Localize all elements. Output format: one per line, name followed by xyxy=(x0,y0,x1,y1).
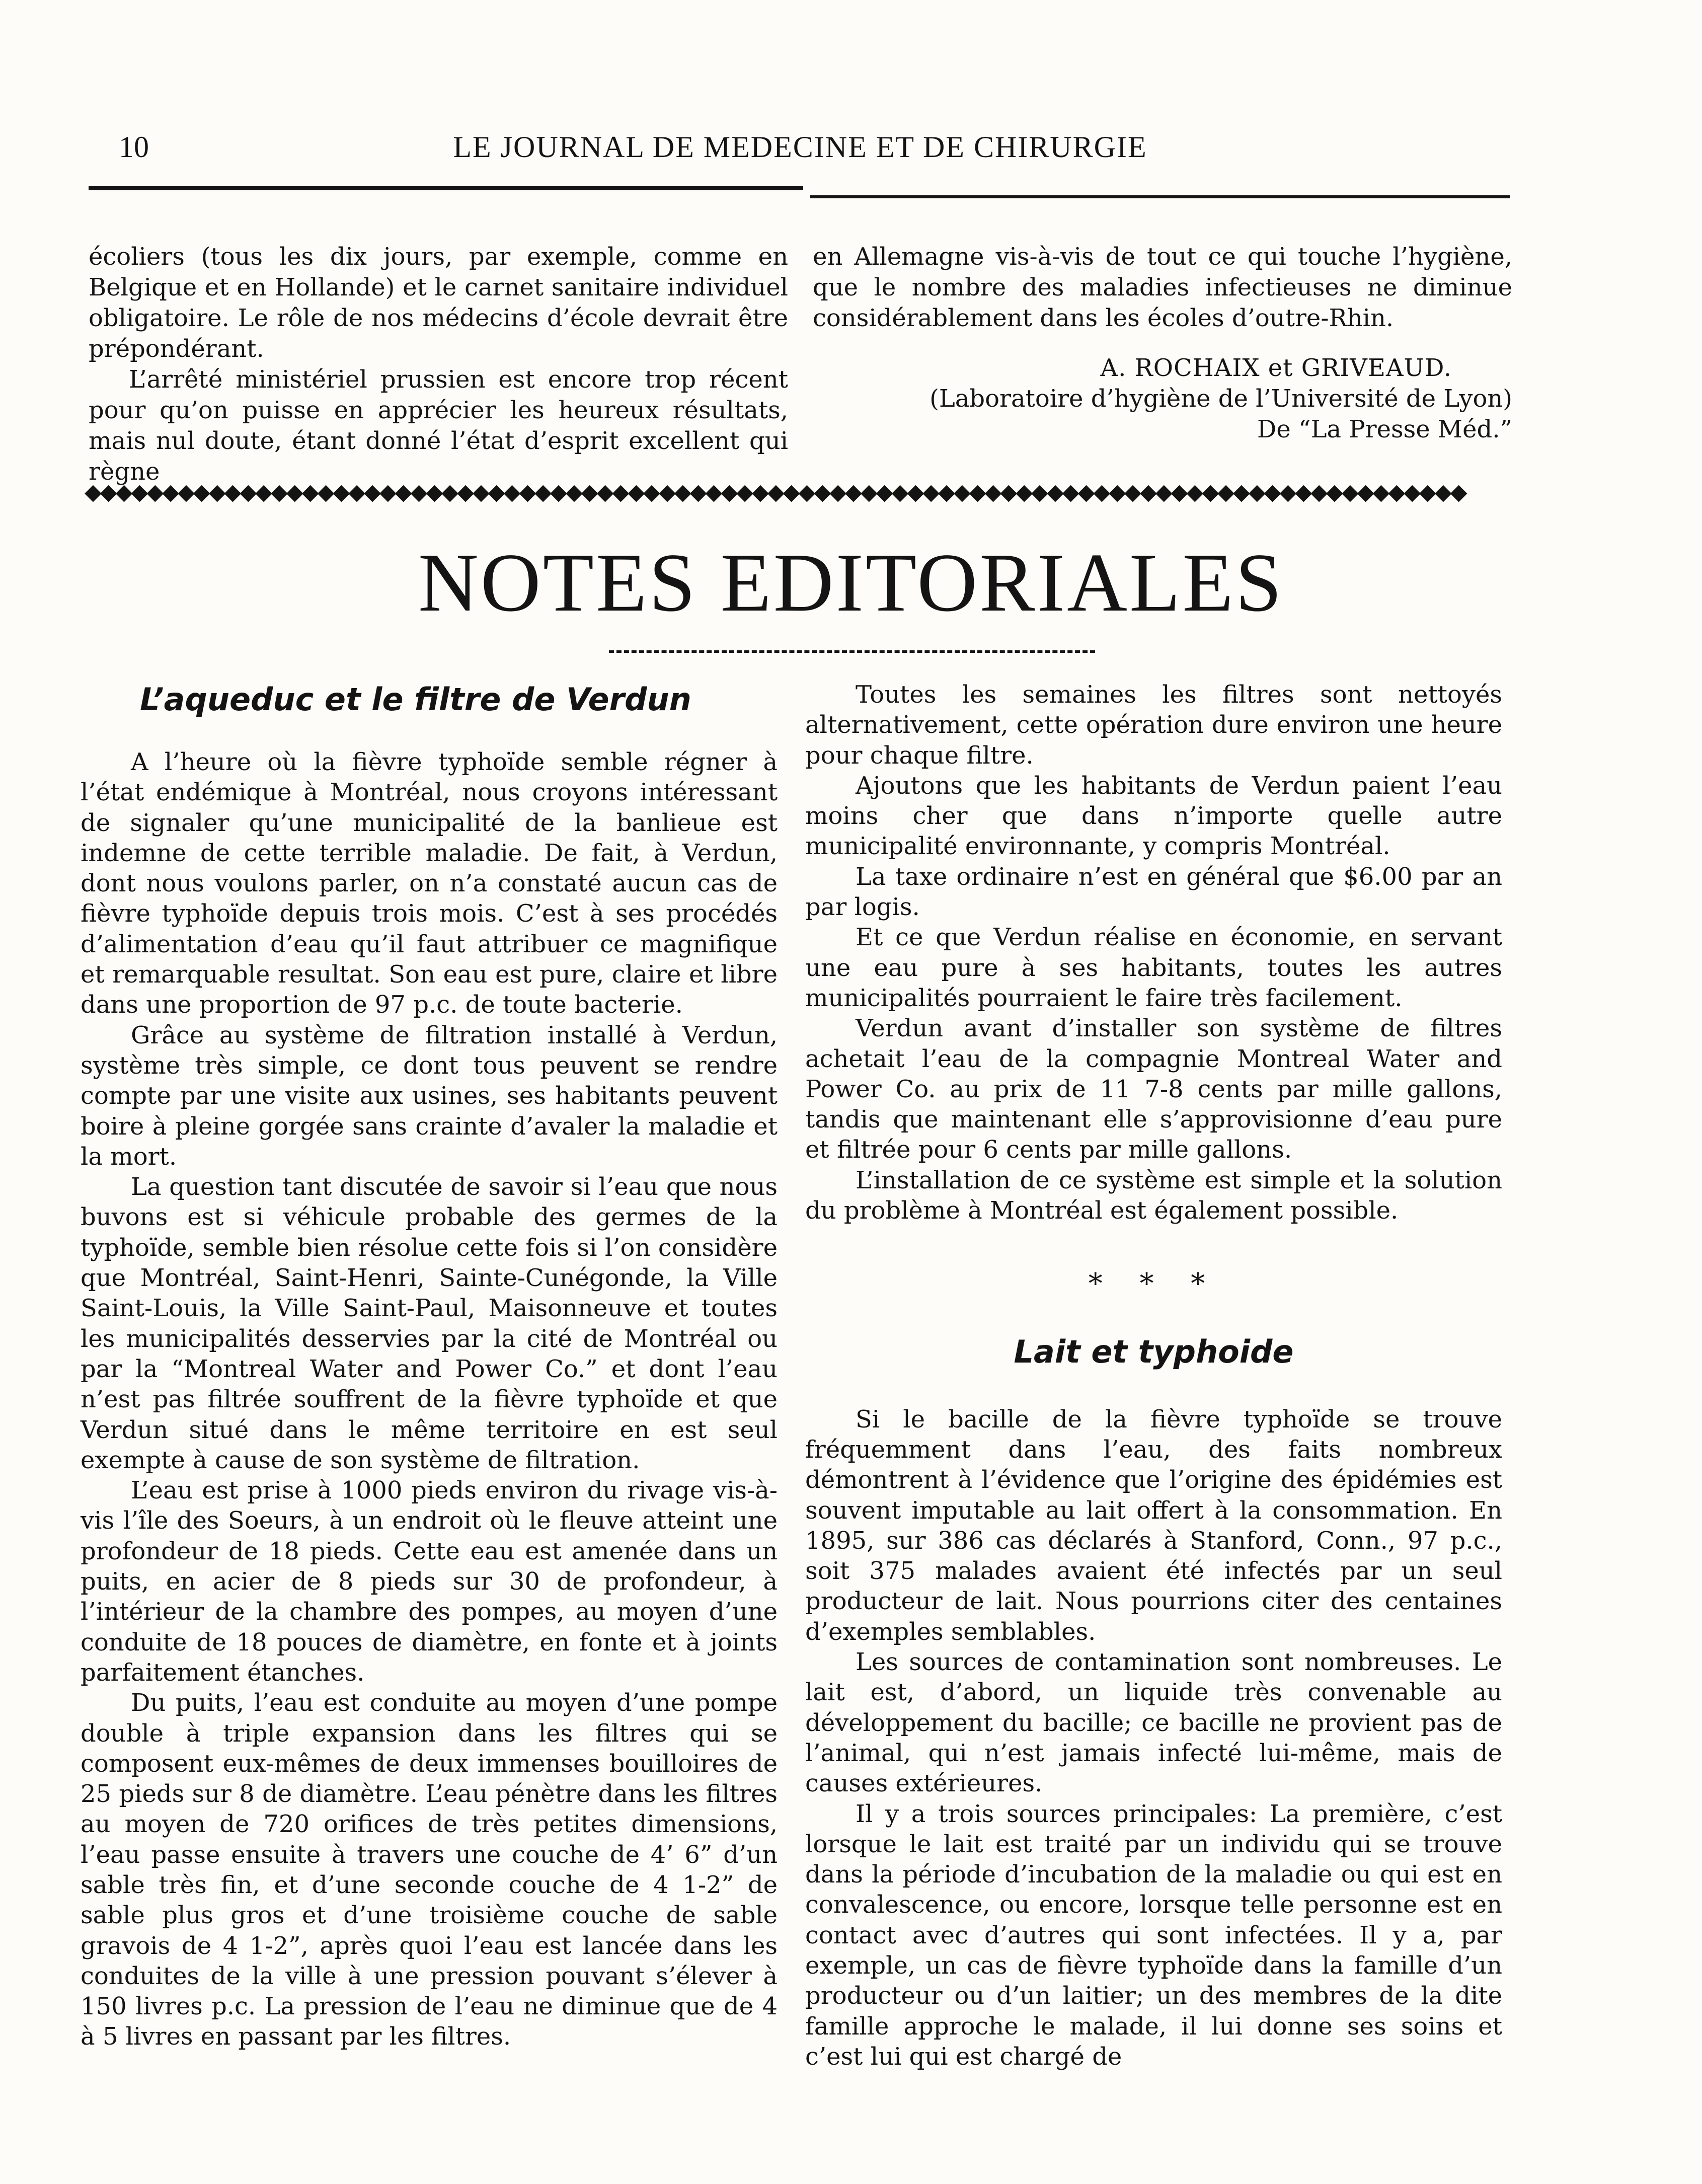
continuation-paragraph: L’arrêté ministériel prussien est encore trop récent pour qu’on puisse en apprécier les heureux résultats, mais nul doute, étant donné l’état d’esprit excellent qui règne xyxy=(89,365,788,486)
article-paragraph: Il y a trois sources principales: La première, c’est lorsque le lait est traité par un individu qui se trouve dans la période d’incubation de la maladie ou qui est en convalescence, ou encore, lorsque telle personne est en contact avec d’autres qui sont infectées. Il y a, par exemple, un cas de fièvre typhoïde dans la famille d’un producteur ou d’un laitier; un des membres de la dite famille approche le malade, il lui donne ses soins et c’est lui qui est chargé de xyxy=(805,1799,1502,2071)
diamond-ornament-divider: ◆◆◆◆◆◆◆◆◆◆◆◆◆◆◆◆◆◆◆◆◆◆◆◆◆◆◆◆◆◆◆◆◆◆◆◆◆◆◆◆◆◆◆◆◆◆◆◆◆◆◆◆◆◆◆◆◆◆◆◆◆◆◆◆◆◆◆◆◆◆◆◆◆◆◆◆◆◆◆◆◆◆◆◆◆◆◆◆◆ xyxy=(85,479,1466,505)
article-paragraph: Grâce au système de filtration installé à Verdun, système très simple, ce dont tous peuvent se rendre compte par une visite aux usines, ses habitants peuvent boire à pleine gorgée sans crainte d’avaler la maladie et la mort. xyxy=(81,1021,778,1171)
continuation-right-column xyxy=(813,242,1512,445)
source-citation: De “La Presse Méd.” xyxy=(1257,415,1512,443)
header-rule-right xyxy=(810,195,1510,198)
article-paragraph: Du puits, l’eau est conduite au moyen d’une pompe double à triple expansion dans les filtres qui se composent eux-mêmes de deux immenses bouilloires de 25 pieds sur 8 de diamètre. L’eau pénètre dans les filtres au moyen de 720 orifices de très petites dimensions, l’eau passe ensuite à travers une couche de 4’ 6” d’un sable très fin, et d’une seconde couche de 4 1-2” de sable plus gros et d’une troisième couche de sable gravois de 4 1-2”, après quoi l’eau est lancée dans les conduites de la ville à une pression pouvant s’élever à 150 livres p.c. La pression de l’eau ne diminue que de 4 à 5 livres en passant par les filtres. xyxy=(81,1689,778,2051)
article-paragraph: Verdun avant d’installer son système de filtres achetait l’eau de la compagnie Montreal Water and Power Co. au prix de 11 7-8 cents par mille gallons, tandis que maintenant elle s’approvisionne d’eau pure et filtrée pour 6 cents par mille gallons. xyxy=(805,1014,1502,1164)
title-rule xyxy=(609,650,1095,653)
article-paragraph: La question tant discutée de savoir si l’eau que nous buvons est si véhicule probable des germes de la typhoïde, semble bien résolue cette fois si l’on considère que Montréal, Saint-Henri, Sainte-Cunégonde, la Ville Saint-Louis, la Ville Saint-Paul, Maisonneuve et toutes les municipalités desservies par la cité de Montréal ou par la “Montreal Water and Power Co.” et dont l’eau n’est pas filtrée souffrent de la fièvre typhoïde et que Verdun situé dans le même territoire en est seul exempte à cause de son système de filtration. xyxy=(81,1173,778,1474)
article-paragraph: Et ce que Verdun réalise en économie, en servant une eau pure à ses habitants, toutes les autres municipalités pourraient le faire très facilement. xyxy=(805,923,1502,1012)
article-paragraph: L’eau est prise à 1000 pieds environ du rivage vis-à-vis l’île des Soeurs, à un endroit où le fleuve atteint une profondeur de 18 pieds. Cette eau est amenée dans un puits, en acier de 8 pieds sur 30 de profondeur, à l’intérieur de la chambre des pompes, au moyen d’une conduite de 18 pouces de diamètre, en fonte et à joints parfaitement étanches. xyxy=(81,1476,778,1687)
article-paragraph: Si le bacille de la fièvre typhoïde se trouve fréquemment dans l’eau, des faits nombreux démontrent à l’évidence que l’origine des épidémies est souvent imputable au lait offert à la consommation. En 1895, sur 386 cas déclarés à Stanford, Conn., 97 p.c., soit 375 malades avaient été infectés par un seul producteur de lait. Nous pourrions citer des centaines d’exemples semblables. xyxy=(805,1405,1502,1646)
continuation-paragraph: en Allemagne vis-à-vis de tout ce qui touche l’hygiène, que le nombre des maladies infectieuses ne diminue considérablement dans les écoles d’outre-Rhin. xyxy=(813,243,1512,332)
article-right-column xyxy=(805,680,1502,2072)
article-left-column xyxy=(81,680,778,2052)
page-header xyxy=(0,0,1702,201)
page-number: 10 xyxy=(119,130,149,164)
header-rule-left xyxy=(89,186,803,190)
asterisk-separator: * * * xyxy=(1088,1267,1219,1301)
article-paragraph: A l’heure où la fièvre typhoïde semble régner à l’état endémique à Montréal, nous croyons intéressant de signaler qu’une municipalité de la banlieue est indemne de cette terrible maladie. De fait, à Verdun, dont nous voulons parler, on n’a constaté aucun cas de fièvre typhoïde depuis trois mois. C’est à ses procédés d’alimentation d’eau qu’il faut attribuer ce magnifique et remarquable resultat. Son eau est pure, claire et libre dans une proportion de 97 p.c. de toute bacterie. xyxy=(81,748,778,1019)
continuation-left-column xyxy=(89,242,788,487)
article-heading: L’aqueduc et le filtre de Verdun xyxy=(140,681,691,718)
running-title: LE JOURNAL DE MEDECINE ET DE CHIRURGIE xyxy=(453,130,1147,164)
section-title: NOTES EDITORIALES xyxy=(418,536,1284,629)
article-paragraph: L’installation de ce système est simple et la solution du problème à Montréal est également possible. xyxy=(805,1166,1502,1225)
article-heading: Lait et typhoide xyxy=(1014,1333,1294,1370)
article-paragraph: Les sources de contamination sont nombreuses. Le lait est, d’abord, un liquide très convenable au développement du bacille; ce bacille ne provient pas de l’animal, qui n’est jamais infecté lui-même, mais de causes extérieures. xyxy=(805,1648,1502,1798)
article-paragraph: Ajoutons que les habitants de Verdun paient l’eau moins cher que dans n’importe quelle autre municipalité environnante, y compris Montréal. xyxy=(805,771,1502,861)
continuation-paragraph: écoliers (tous les dix jours, par exemple, comme en Belgique et en Hollande) et le carnet sanitaire individuel obligatoire. Le rôle de nos médecins d’école devrait être prépondérant. xyxy=(89,243,788,363)
author-signature: A. ROCHAIX et GRIVEAUD. xyxy=(1100,354,1452,382)
article-paragraph: Toutes les semaines les filtres sont nettoyés alternativement, cette opération dure environ une heure pour chaque filtre. xyxy=(805,681,1502,770)
author-affiliation: (Laboratoire d’hygiène de l’Université de Lyon) xyxy=(930,385,1512,413)
article-paragraph: La taxe ordinaire n’est en général que $6.00 par an par logis. xyxy=(805,862,1502,922)
